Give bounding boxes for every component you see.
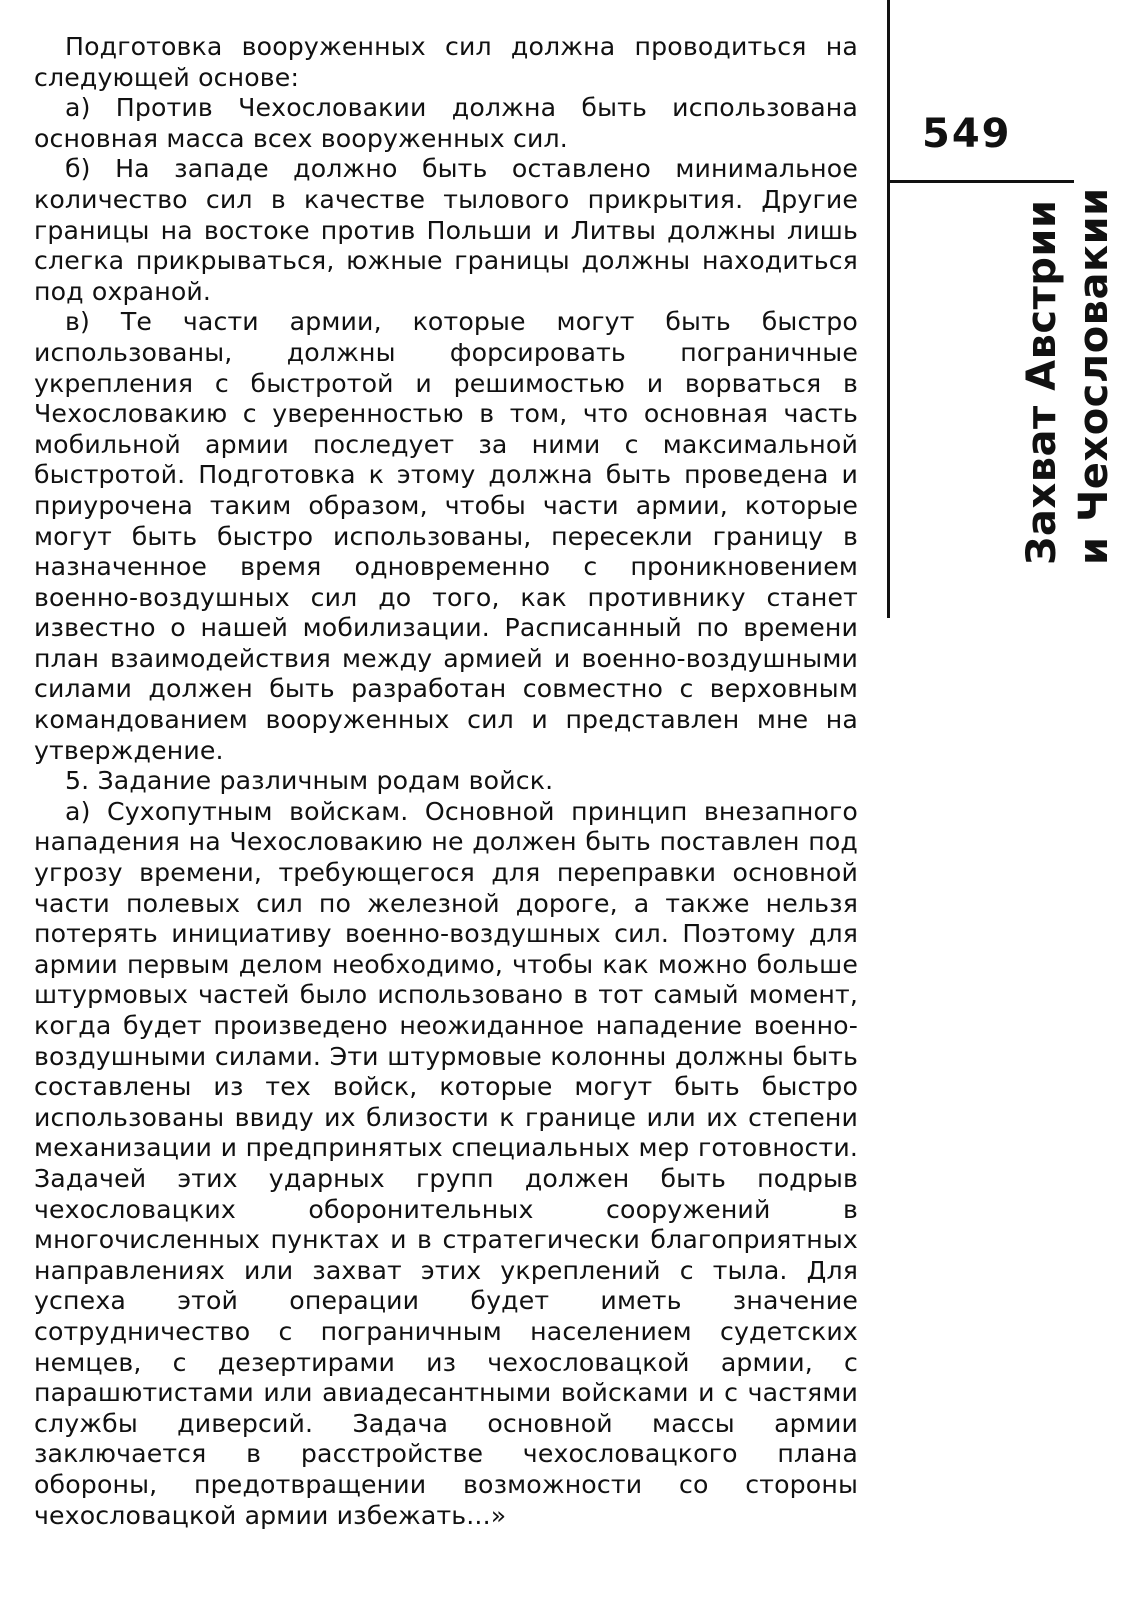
running-title [1016,187,1136,565]
paragraph-v: в) Те части армии, которые могут быть быстро использованы, должны форсировать пограничные укрепления с быстротой и решимостью и ворваться в Чехословакию с уверенностью в том, что основная часть мобильной армии последует за ними с максимальной быстротой. Подготовка к этому должна быть проведена и приурочена таким образом, чтобы части армии, которые могут быть быстро использованы, пересекли границу в назначенное время одновременно с проникновением военно-воздушных сил до того, как противнику станет известно о нашей мобилизации. Расписанный по времени план взаимодействия между армией и военно-воздушными силами должен быть разработан совместно с верховным командованием вооруженных сил и представлен мне на утверждение. [34,307,858,765]
paragraph-section-5: 5. Задание различным родам войск. [65,766,554,796]
paragraph-a: а) Против Чехословакии должна быть использована основная масса всех вооруженных сил. [34,93,858,153]
paragraph-ground-forces: а) Сухопутным войскам. Основной принцип внезапного нападения на Чехословакию не должен быть поставлен под угрозу времени, требующегося для переправки основной части полевых сил по железной дороге, а также нельзя потерять инициативу военно-воздушных сил. Поэтому для армии первым делом необходимо, чтобы как можно больше штурмовых частей было использовано в тот самый момент, когда будет произведено неожиданное нападение военно-воздушными силами. Эти штурмовые колонны должны быть составлены из тех войск, которые могут быть быстро использованы ввиду их близости к границе или их степени механизации и предпринятых специальных мер готовности. Задачей этих ударных групп должен быть подрыв чехословацких оборонительных сооружений в многочисленных пунктах и в стратегически благоприятных направлениях или захват этих укреплений с тыла. Для успеха этой операции будет иметь значение сотрудничество с пограничным населением судетских немцев, с дезертирами из чехословацкой армии, с парашютистами или авиадесантными войсками и с частями службы диверсий. Задача основной массы армии заключается в расстройстве чехословацкого плана обороны, предотвращении возможности со стороны чехословацкой армии избежать...» [34,796,858,1530]
margin-vertical-rule [887,0,890,618]
page-number-underline [889,180,1074,183]
paragraph-b: б) На западе должно быть оставлено минимальное количество сил в качестве тылового прикрытия. Другие границы на востоке против Польши и Литвы должны лишь слегка прикрываться, южные границы должны находиться под охраной. [34,154,858,306]
running-title-line-1: Захват Австрии [1019,199,1065,565]
body-text [34,32,858,1531]
page-number: 549 [922,111,1012,157]
paragraph-intro: Подготовка вооруженных сил должна проводиться на следующей основе: [34,32,858,92]
running-title-line-2: и Чехословакии [1071,187,1117,565]
